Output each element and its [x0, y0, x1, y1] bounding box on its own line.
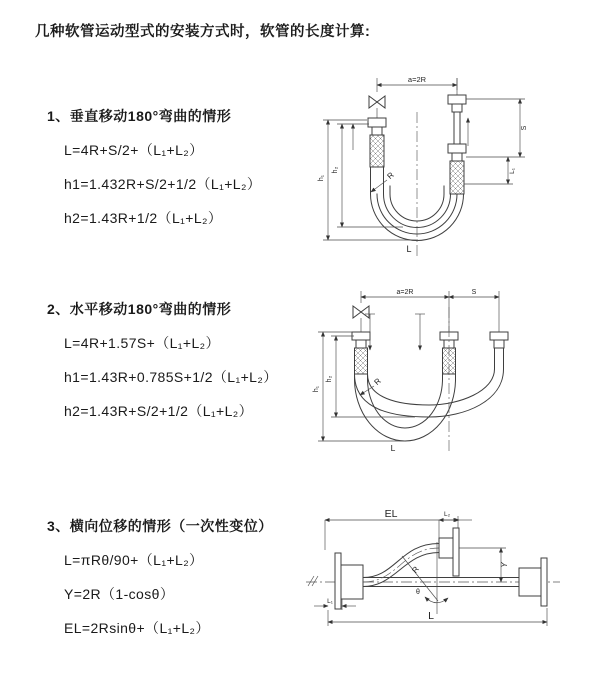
formula-line: h2=1.43R+S/2+1/2（L₁+L₂）	[64, 403, 254, 419]
dim-label-radius: R	[372, 376, 383, 387]
dim-length	[328, 608, 547, 626]
dim-label-top-span: a=2R	[396, 289, 414, 296]
diagram-horizontal-180-bend	[303, 283, 553, 458]
dim-label-l2: L₂	[444, 511, 451, 518]
formula-group	[64, 550, 327, 638]
section-heading: 2、水平移动180°弯曲的情形	[47, 301, 232, 317]
section-lateral-displacement	[47, 516, 327, 638]
formula-line: Y=2R（1-cosθ）	[64, 586, 175, 602]
dim-h1	[318, 120, 418, 240]
dim-label-l1: L₁	[327, 598, 333, 605]
dim-label-travel: S	[521, 125, 528, 131]
dim-label-theta: θ	[416, 589, 420, 596]
section-horizontal-movement	[47, 299, 317, 421]
dim-label-h1: h₁	[313, 385, 320, 393]
break-mark	[308, 576, 318, 586]
diagram-lateral-displacement	[298, 502, 568, 662]
valve-icon	[369, 96, 385, 118]
formula-line: EL=2Rsinθ+（L₁+L₂）	[64, 620, 210, 636]
dim-label-el: EL	[384, 508, 398, 520]
dim-top-span	[361, 289, 499, 310]
valve-icon	[353, 306, 369, 332]
motion-arrows	[365, 314, 425, 350]
formula-group	[64, 140, 317, 228]
dim-label-y: Y	[500, 562, 509, 568]
dim-l1	[464, 157, 516, 184]
dim-label-l1: L₁	[509, 168, 516, 174]
dim-travel-s	[466, 99, 528, 157]
dim-label-h2: h₂	[332, 166, 339, 174]
dim-label-radius: R	[410, 564, 421, 575]
section-heading: 3、横向位移的情形（一次性变位）	[47, 518, 273, 534]
right-flange-displaced	[439, 528, 459, 576]
formula-line: h1=1.43R+0.785S+1/2（L₁+L₂）	[64, 369, 278, 385]
left-pipe-fitting	[368, 118, 386, 167]
formula-line: L=4R+S/2+（L₁+L₂）	[64, 142, 204, 158]
hose-displaced-position	[363, 544, 439, 587]
diagram-vertical-180-bend	[303, 66, 535, 261]
dim-top-span	[377, 75, 457, 92]
dim-label-h1: h₁	[318, 174, 325, 182]
left-flange	[335, 553, 363, 609]
dim-y	[459, 548, 509, 582]
right-pipe-fittings	[448, 78, 466, 194]
section-vertical-movement	[47, 106, 317, 228]
page-title: 几种软管运动型式的安装方式时，软管的长度计算:	[35, 24, 371, 40]
dim-label-h2: h₂	[326, 375, 333, 383]
formula-line: h2=1.43R+1/2（L₁+L₂）	[64, 210, 223, 226]
right-flange-original	[519, 558, 547, 606]
section-heading: 1、垂直移动180°弯曲的情形	[47, 108, 232, 124]
dim-label-radius: R	[385, 170, 396, 181]
dim-label-length: L	[406, 244, 412, 254]
dim-label-travel: S	[471, 289, 477, 296]
formula-line: L=4R+1.57S+（L₁+L₂）	[64, 335, 220, 351]
dim-label-top-span: a=2R	[407, 75, 427, 84]
formula-group	[64, 333, 317, 421]
formula-line: L=πRθ/90+（L₁+L₂）	[64, 552, 204, 568]
formula-line: h1=1.432R+S/2+1/2（L₁+L₂）	[64, 176, 262, 192]
pipe-fittings	[352, 310, 508, 374]
dim-label-length: L	[428, 610, 434, 622]
radius-leader	[360, 376, 383, 395]
dim-label-length: L	[390, 443, 396, 453]
